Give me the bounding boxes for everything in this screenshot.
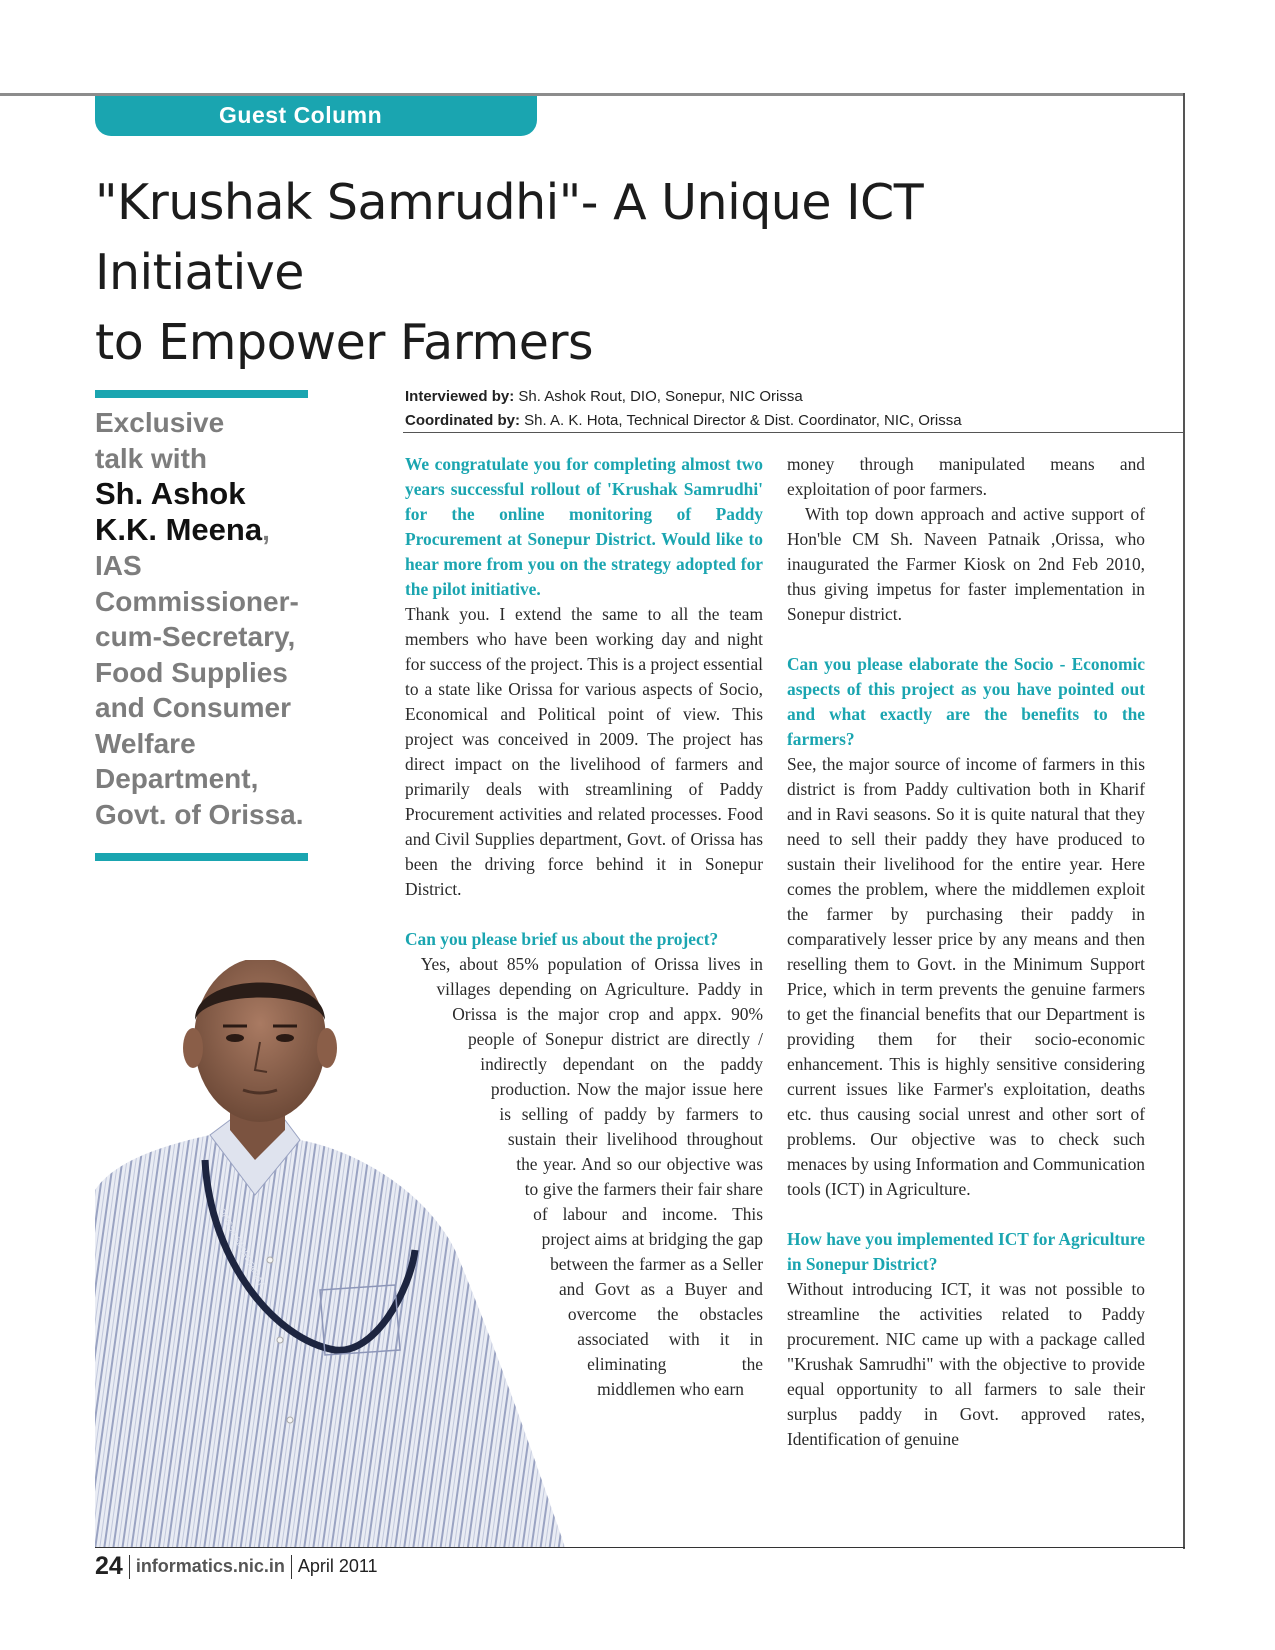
sidebar-line: IAS xyxy=(95,550,142,581)
title-line-2: to Empower Farmers xyxy=(95,314,594,371)
answer-2: Yes, about 85% population of Orissa lives in villages depending on Agriculture. Paddy in Orissa is the major crop and appx. 90% people of Sonepur district are directly / indirectly dependant on the paddy production. Now the major issue here is selling of paddy by farmers to sustain their livelihood throughout the year. And so our objective was to give the farmers their fair share of labour and income. This project aims at bridging the gap between the farmer as a Seller and Govt as a Buyer and overcome the obstacles associated with it in eliminating the middlemen who earn xyxy=(420,954,763,1399)
sidebar-line: Department, xyxy=(95,763,259,794)
question-2: Can you please brief us about the project? xyxy=(405,929,719,949)
answer-4: Without introducing ICT, it was not possible to streamline the activities related to Paddy procurement. NIC came up with a package called "Krushak Samrudhi" with the objective to provide equal opportunity to all farmers to sale their surplus paddy in Govt. approved rates, Identification of genuine xyxy=(787,1279,1145,1449)
shirt xyxy=(95,1135,565,1547)
credits-rule xyxy=(403,432,1185,433)
sidebar-bottom-bar xyxy=(95,853,308,861)
lanyard-text: ORISSA SECRETARIAT xyxy=(217,1206,266,1288)
interviewee-name-line: K.K. Meena, xyxy=(95,511,270,547)
interviewed-by: Interviewed by: Sh. Ashok Rout, DIO, Sonepur, NIC Orissa xyxy=(405,388,803,405)
page-footer xyxy=(95,1552,378,1582)
question-1: We congratulate you for completing almost two years successful rollout of 'Krushak Samrudhi' for the online monitoring of Paddy Procurement at Sonepur District. Would like to hear more from you on the strategy adopted for the pilot initiative. xyxy=(405,454,763,599)
sidebar-line: Govt. of Orissa. xyxy=(95,798,304,830)
right-rule xyxy=(1183,93,1185,1549)
footer-site: informatics.nic.in xyxy=(135,1556,285,1576)
title-line-1: "Krushak Samrudhi"- A Unique ICT Initiative xyxy=(95,174,924,301)
credits xyxy=(405,385,1165,433)
interviewee-sidebar xyxy=(95,405,335,832)
sidebar-line: Exclusive xyxy=(95,407,225,438)
answer-2-paragraph-2: With top down approach and active support of Hon'ble CM Sh. Naveen Patnaik ,Orissa, who inaugurated the Farmer Kiosk on 2nd Feb 2010, thus giving impetus for faster implementation in Sonepur district. xyxy=(787,504,1145,624)
interviewee-name-line: Sh. Ashok xyxy=(95,476,246,511)
footer-date: April 2011 xyxy=(297,1556,378,1576)
sidebar-line: Commissioner- xyxy=(95,585,299,617)
question-4: How have you implemented ICT for Agriculture in Sonepur District? xyxy=(787,1229,1145,1274)
question-3: Can you please elaborate the Socio - Economic aspects of this project as you have pointed out and what exactly are the benefits to the farmers? xyxy=(787,654,1145,749)
interviewee-photo xyxy=(95,960,595,1547)
answer-3: See, the major source of income of farmers in this district is from Paddy cultivation both in Kharif and in Ravi seasons. So it is quite natural that they need to sell their paddy they have produced to sustain their livelihood for the entire year. Here comes the problem, where the middlemen exploit the farmer by purchasing their paddy in comparatively lesser price by any means and then reselling them to Govt. in the Minimum Support Price, which in term prevents the genuine farmers to get the financial benefits that our Department is providing them for their socio-economic enhancement. This is highly sensitive considering current issues like Farmer's exploitation, deaths etc. thus causing social unrest and other sort of problems. Our objective was to check such menaces by using Information and Communication tools (ICT) in Agriculture. xyxy=(787,754,1145,1199)
answer-2-continued: money through manipulated means and exploitation of poor farmers. xyxy=(787,454,1145,499)
sidebar-line: cum-Secretary, xyxy=(95,621,296,652)
sidebar-top-bar xyxy=(95,390,308,398)
answer-1: Thank you. I extend the same to all the team members who have been working day and night for success of the project. This is a project essential to a state like Orissa for various aspects of Socio, Economical and Political point of view. This project was conceived in 2009. The project has direct impact on the livelihood of farmers and primarily deals with streamlining of Paddy Procurement activities and related processes. Food and Civil Supplies department, Govt. of Orissa has been the driving force behind it in Sonepur District. xyxy=(405,604,764,899)
page-number: 24 xyxy=(95,1552,123,1580)
sidebar-line: and Consumer xyxy=(95,692,292,723)
sidebar-line: Welfare xyxy=(95,727,196,759)
article-title xyxy=(95,168,1095,378)
section-tab xyxy=(95,96,537,136)
sidebar-line: Food Supplies xyxy=(95,656,288,688)
sidebar-line: talk with xyxy=(95,442,208,474)
section-label: Guest Column xyxy=(219,102,383,128)
column-right xyxy=(787,452,1145,1452)
coordinated-by: Coordinated by: Sh. A. K. Hota, Technical Director & Dist. Coordinator, NIC, Orissa xyxy=(405,412,962,429)
